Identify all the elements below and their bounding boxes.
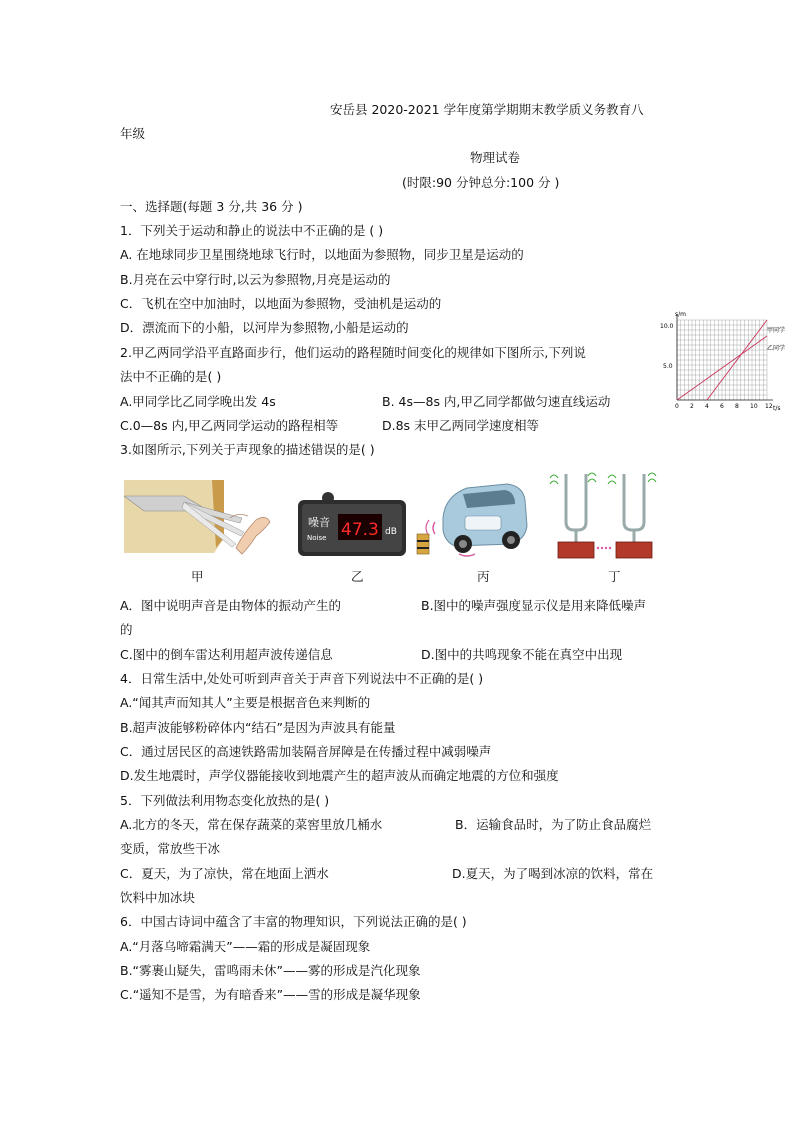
figure-label-bing: 丙	[477, 569, 490, 584]
q5-option-c: C．夏天，为了凉快，常在地面上洒水	[120, 866, 329, 881]
distance-time-chart	[660, 308, 790, 416]
q5-stem: 5．下列做法利用物态变化放热的是( )	[120, 793, 330, 808]
exam-title-line2: 年级	[120, 126, 146, 141]
figure-label-yi: 乙	[351, 569, 364, 584]
chart-x-tick: 0	[675, 403, 679, 410]
q3-option-c: C.图中的倒车雷达利用超声波传递信息	[120, 647, 333, 662]
chart-x-tick: 4	[705, 403, 709, 410]
figure-reversing-radar	[415, 478, 535, 563]
figure-label-ding: 丁	[608, 569, 621, 584]
q3-option-b-line2: 的	[120, 622, 133, 637]
figure-tuning-forks	[548, 470, 668, 563]
q4-stem: 4．日常生活中,处处可听到声音关于声音下列说法中不正确的是( )	[120, 671, 484, 686]
q2-option-b: B. 4s—8s 内,甲乙同学都做匀速直线运动	[382, 394, 611, 409]
q2-option-c: C.0—8s 内,甲乙两同学运动的路程相等	[120, 418, 339, 433]
meter-value: 47.3	[341, 520, 379, 540]
exam-title-line1: 安岳县 2020-2021 学年度第学期期末教学质义务教育八	[330, 102, 644, 117]
chart-series-jia-label: 甲同学	[767, 327, 786, 334]
meter-label-en: Noise	[307, 534, 327, 542]
q2-option-a: A.甲同学比乙同学晚出发 4s	[120, 394, 276, 409]
q4-option-a: A.“闻其声而知其人”主要是根据音色来判断的	[120, 695, 371, 710]
q1-option-a: A. 在地球同步卫星围绕地球飞行时，以地面为参照物，同步卫星是运动的	[120, 247, 524, 262]
q5-option-a: A.北方的冬天，常在保存蔬菜的菜窖里放几桶水	[120, 817, 383, 832]
q1-option-c: C．飞机在空中加油时，以地面为参照物，受油机是运动的	[120, 296, 442, 311]
figure-label-jia: 甲	[191, 569, 204, 584]
chart-ylabel: s/m	[675, 311, 686, 318]
q4-option-c: C．通过居民区的高速铁路需加装隔音屏障是在传播过程中减弱噪声	[120, 744, 492, 759]
subject-title: 物理试卷	[470, 150, 521, 165]
q6-option-b: B.“雾裹山疑失，雷鸣雨未休”——雾的形成是汽化现象	[120, 963, 421, 978]
q5-option-d-line2: 饮料中加冰块	[120, 890, 196, 905]
q3-option-b-line1: B.图中的噪声强度显示仪是用来降低噪声	[421, 598, 647, 613]
chart-series-yi-label: 乙同学	[767, 345, 786, 352]
chart-y-tick-10: 10.0	[660, 323, 674, 330]
chart-x-tick: 10	[750, 403, 758, 410]
figure-ruler-vibration	[124, 478, 274, 563]
chart-xlabel: t/s	[773, 405, 781, 412]
chart-x-tick: 2	[690, 403, 694, 410]
q5-option-b-line1: B．运输食品时，为了防止食品腐烂	[455, 817, 652, 832]
chart-x-tick: 12	[765, 403, 773, 410]
q4-option-d: D.发生地震时，声学仪器能接收到地震产生的超声波从而确定地震的方位和强度	[120, 768, 559, 783]
chart-x-tick: 8	[735, 403, 739, 410]
time-score-note: (时限:90 分钟总分:100 分 )	[402, 175, 560, 190]
q2-option-d: D.8s 末甲乙两同学速度相等	[382, 418, 540, 433]
q6-option-c: C.“遥知不是雪，为有暗香来”——雪的形成是凝华现象	[120, 987, 421, 1002]
section-title: 一、选择题(每题 3 分,共 36 分 )	[120, 199, 303, 214]
q4-option-b: B.超声波能够粉碎体内“结石”是因为声波具有能量	[120, 720, 396, 735]
q5-option-d-line1: D.夏天，为了喝到冰凉的饮料，常在	[452, 866, 654, 881]
q1-option-b: B.月亮在云中穿行时,以云为参照物,月亮是运动的	[120, 272, 391, 287]
figure-noise-meter	[298, 490, 406, 556]
q1-option-d: D．漂流而下的小船，以河岸为参照物,小船是运动的	[120, 320, 409, 335]
q2-stem-line1: 2.甲乙两同学沿平直路面步行，他们运动的路程随时间变化的规律如下图所示,下列说	[120, 345, 586, 360]
chart-y-tick-5: 5.0	[663, 363, 673, 370]
q3-stem: 3.如图所示,下列关于声现象的描述错误的是( )	[120, 442, 375, 457]
q1-stem: 1．下列关于运动和静止的说法中不正确的是 ( )	[120, 223, 384, 238]
q2-stem-line2: 法中不正确的是( )	[120, 369, 222, 384]
q3-option-d: D.图中的共鸣现象不能在真空中出现	[421, 647, 623, 662]
q6-stem: 6．中国古诗词中蕴含了丰富的物理知识，下列说法正确的是( )	[120, 914, 467, 929]
chart-x-tick: 6	[720, 403, 724, 410]
q6-option-a: A.“月落乌啼霜满天”——霜的形成是凝固现象	[120, 939, 371, 954]
meter-unit: dB	[385, 527, 397, 537]
q5-option-b-line2: 变质，常放些干冰	[120, 841, 221, 856]
meter-label-cn: 噪音	[308, 516, 330, 529]
q3-option-a: A．图中说明声音是由物体的振动产生的	[120, 598, 342, 613]
